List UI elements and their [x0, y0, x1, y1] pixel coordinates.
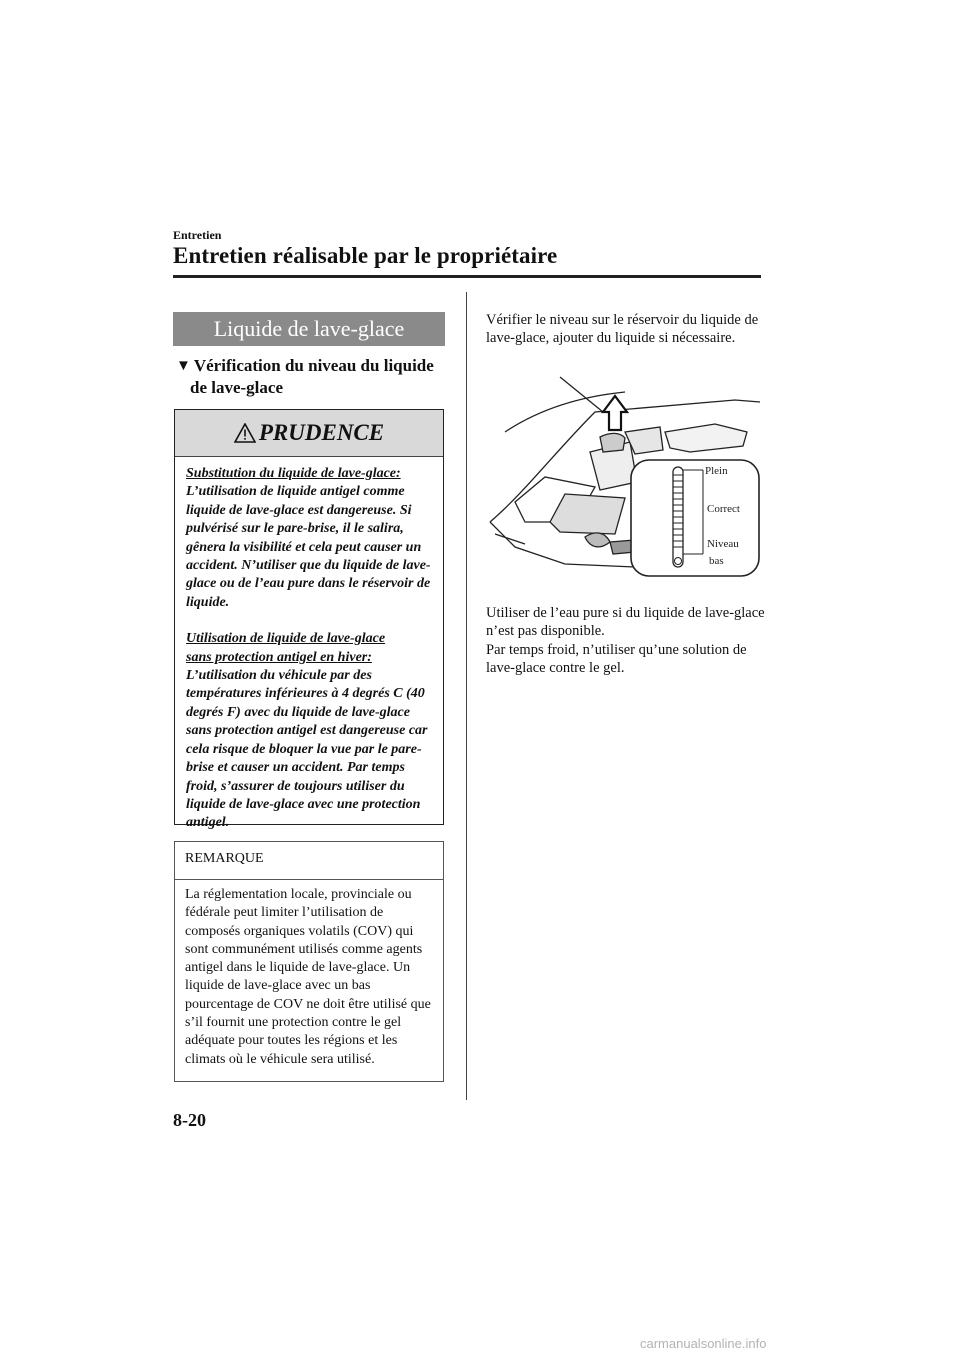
level-label-low-2: bas [709, 555, 724, 567]
caution-body [175, 457, 443, 833]
intro-text: Vérifier le niveau sur le réservoir du liquide de lave-glace, ajouter du liquide si nécessaire. [486, 312, 759, 347]
note-text: La réglementation locale, provinciale ou fédérale peut limiter l’utilisation de composés organiques volatils (COV) qui sont communément utilisés comme agents antigel dans le liquide de lave-glace. Un liquide de lave-glace avec un bas pourcentage de COV ne doit être utilisé que s’il fournit une protection contre le gel adéquate pour toutes les régions et les climats où le véhicule sera utilisé. [185, 887, 431, 1067]
note-title: REMARQUE [175, 842, 443, 880]
caution-title: PRUDENCE [258, 420, 385, 445]
page-title: Entretien réalisable par le propriétaire [173, 243, 558, 268]
instruction-text-1: Utiliser de l’eau pure si du liquide de lave-glace n’est pas disponible. [486, 605, 765, 640]
down-triangle-icon: ▼ [176, 358, 191, 374]
caution-heading-2b: sans protection antigel en hiver: [186, 649, 372, 665]
level-label-full: Plein [705, 465, 728, 477]
header-rule [173, 275, 761, 278]
engine-bay-drawing [485, 372, 765, 582]
caution-heading-2a: Utilisation de liquide de lave-glace [186, 631, 386, 647]
caution-text-1: L’utilisation de liquide antigel comme liquide de lave-glace est dangereuse. Si pulvérisé sur le pare-brise, il le salira, gênera la visibilité et cela peut causer un accident. N’utiliser que du liquide de lave-glace ou de l’eau pure dans le réservoir de liquide. [186, 484, 431, 610]
note-box [174, 841, 444, 1082]
level-label-low-1: Niveau [707, 538, 739, 550]
caution-box [174, 409, 444, 831]
column-divider [466, 292, 467, 1100]
caution-text-2: L’utilisation du véhicule par des températures inférieures à 4 degrés C (40 degrés F) avec du liquide de lave-glace sans protection antigel est dangereuse car cela risque de bloquer la vue par le pare-brise et causer un accident. Par temps froid, s’assurer de toujours utiliser du liquide de lave-glace avec une protection antigel. [186, 668, 428, 831]
caution-header [175, 410, 443, 457]
subheading-line-2: de lave-glace [190, 378, 283, 397]
section-label: Entretien [173, 228, 222, 242]
intro-paragraph [486, 311, 771, 348]
level-label-correct: Correct [707, 503, 740, 515]
subheading-line-1: Vérification du niveau du liquide [193, 356, 434, 375]
washer-reservoir-illustration [485, 372, 765, 582]
caution-heading-1: Substitution du liquide de lave-glace: [186, 466, 401, 481]
page-number: 8-20 [173, 1110, 206, 1130]
subheading [176, 355, 456, 398]
watermark: carmanualsonline.info [640, 1336, 767, 1351]
section-banner: Liquide de lave-glace [173, 312, 445, 346]
instruction-text-2: Par temps froid, n’utiliser qu’une solution de lave-glace contre le gel. [486, 641, 747, 676]
instructions-paragraph [486, 604, 771, 677]
warning-triangle-icon [234, 413, 256, 459]
